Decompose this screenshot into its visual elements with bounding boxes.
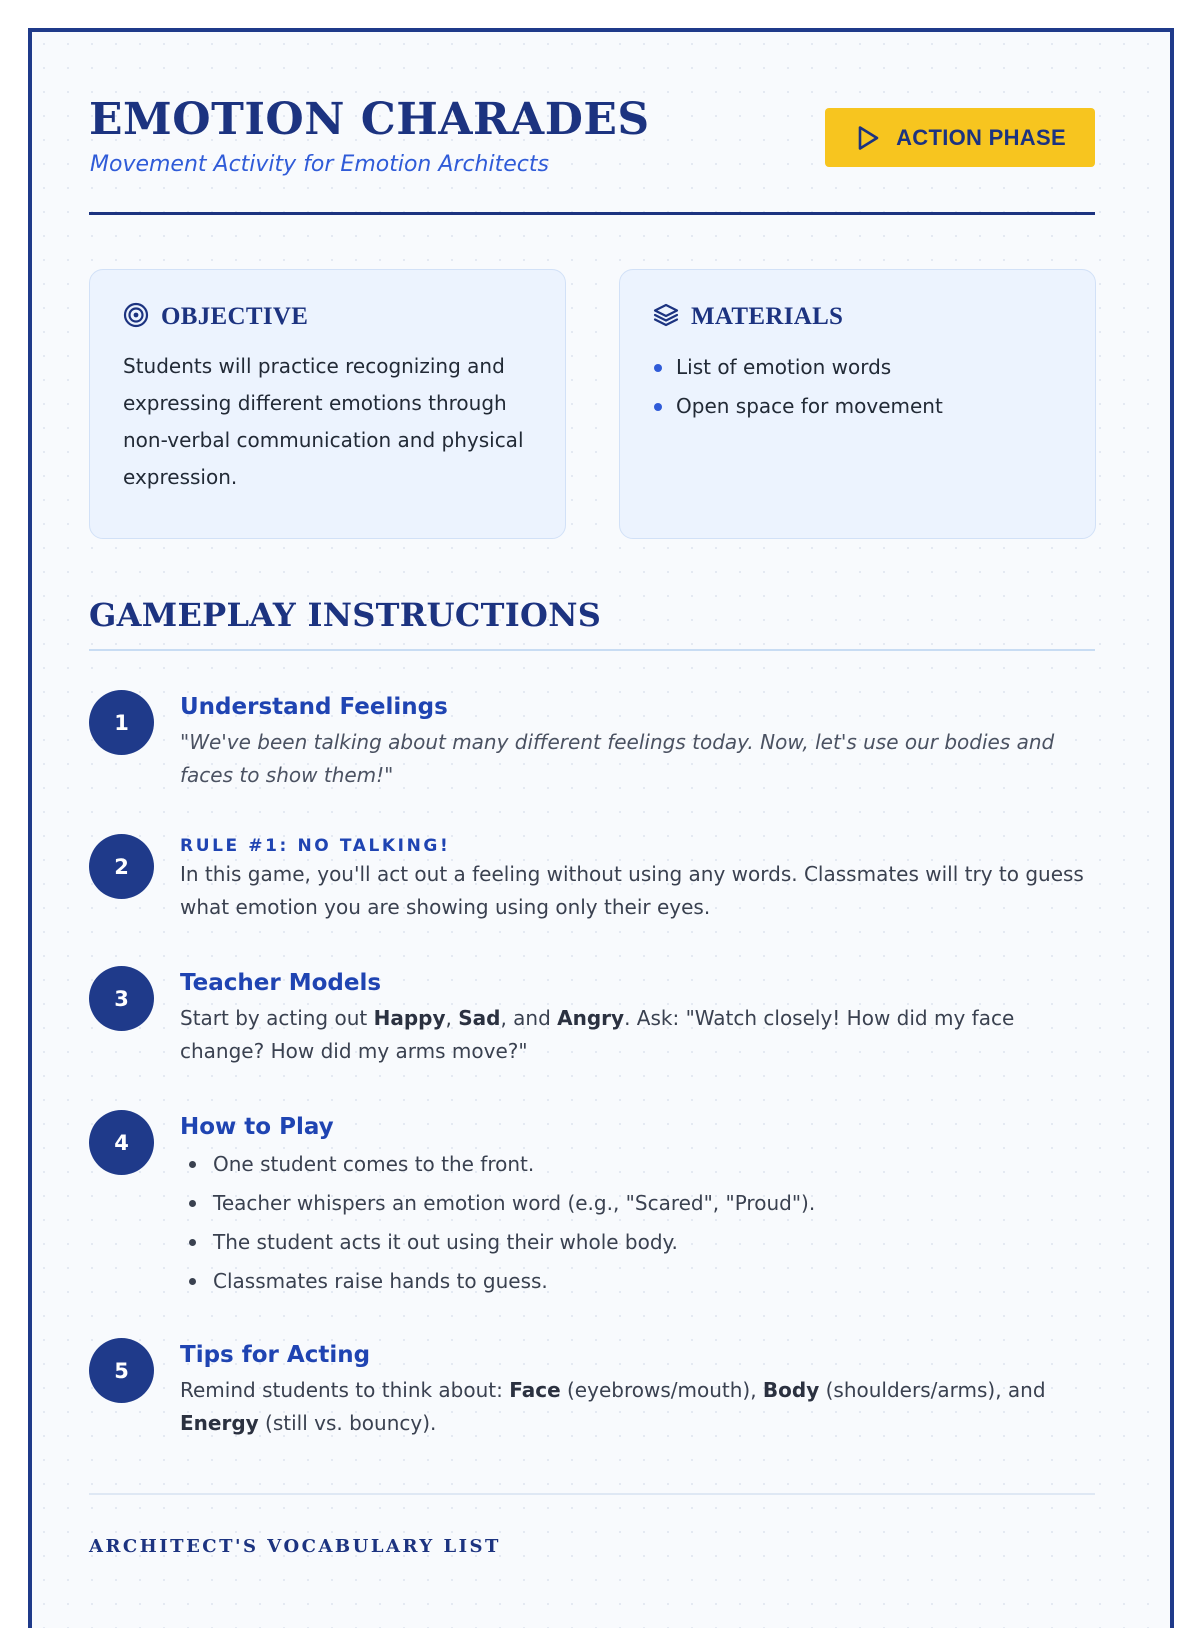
materials-list [653, 348, 1062, 426]
materials-header [653, 302, 1062, 332]
step-text: "We've been talking about many different feelings today. Now, let's use our bodies and faces to show them!" [180, 730, 1055, 787]
emphasis-text: Sad [458, 1006, 501, 1030]
header-divider [89, 212, 1095, 215]
step-heading: Teacher Models [180, 970, 382, 996]
emphasis-text: Body [762, 1378, 820, 1402]
bullet-icon [189, 1239, 196, 1246]
step-text [180, 1002, 1095, 1068]
text-run: , [445, 1006, 459, 1030]
text-run: (shoulders/arms), and [819, 1378, 1046, 1402]
play-icon [854, 124, 882, 152]
action-phase-label: ACTION PHASE [896, 124, 1066, 150]
step-number-badge: 5 [89, 1338, 154, 1403]
step-content [180, 1339, 1095, 1440]
text-run: Start by acting out [180, 1006, 374, 1030]
text-run: Remind students to think about: [180, 1378, 510, 1402]
objective-text: Students will practice recognizing and expressing different emotions through non-verbal communication and physical expression. [123, 354, 524, 489]
gameplay-title: GAMEPLAY INSTRUCTIONS [89, 596, 602, 634]
activity-page [28, 28, 1174, 1628]
list-item [180, 1262, 1095, 1301]
action-phase-button[interactable] [825, 108, 1095, 167]
emphasis-text: Angry [557, 1006, 625, 1030]
bullet-icon [189, 1278, 196, 1285]
list-item [653, 348, 1062, 387]
list-item [180, 1223, 1095, 1262]
text-run: (eyebrows/mouth), [560, 1378, 763, 1402]
objective-title: OBJECTIVE [161, 303, 309, 330]
materials-card [619, 269, 1096, 539]
page-title: EMOTION CHARADES [89, 94, 650, 145]
bullet-icon [189, 1200, 196, 1207]
step-number-badge: 2 [89, 834, 154, 899]
vocabulary-title: ARCHITECT'S VOCABULARY LIST [89, 1536, 501, 1557]
layers-icon [653, 302, 679, 332]
step-text [180, 1374, 1095, 1440]
footer-divider [89, 1493, 1095, 1495]
bullet-icon [654, 364, 662, 372]
step-content [180, 967, 1095, 1068]
step-content [180, 1111, 1095, 1301]
objective-header [123, 302, 532, 332]
step-heading: Understand Feelings [180, 694, 448, 720]
step-content [180, 691, 1095, 792]
text-run: . Ask: "Watch closely! How did my face change? How did my arms move?" [180, 1006, 1015, 1063]
list-item [180, 1145, 1095, 1184]
how-to-play-list [180, 1145, 1095, 1301]
bullet-icon [189, 1161, 196, 1168]
step-number-badge: 4 [89, 1110, 154, 1175]
page-subtitle: Movement Activity for Emotion Architects [90, 152, 549, 177]
step-number-badge: 1 [89, 690, 154, 755]
target-icon [123, 302, 149, 332]
list-item-text: Teacher whispers an emotion word (e.g., "Scared", "Proud"). [213, 1191, 816, 1215]
list-item [180, 1184, 1095, 1223]
step-heading: Tips for Acting [180, 1342, 371, 1368]
materials-title: MATERIALS [691, 303, 844, 330]
objective-card [89, 269, 566, 539]
bullet-icon [654, 403, 662, 411]
text-run: (still vs. bouncy). [258, 1411, 437, 1435]
list-item-text: One student comes to the front. [213, 1152, 535, 1176]
gameplay-divider [89, 649, 1095, 651]
emphasis-text: Face [509, 1378, 561, 1402]
step-content [180, 834, 1095, 924]
step-text: In this game, you'll act out a feeling without using any words. Classmates will try to guess what emotion you are showing using only their eyes. [180, 862, 1084, 919]
list-item-text: Classmates raise hands to guess. [213, 1269, 548, 1293]
list-item-text: The student acts it out using their whole body. [213, 1230, 678, 1254]
step-number-badge: 3 [89, 966, 154, 1031]
material-label: Open space for movement [676, 394, 943, 418]
material-label: List of emotion words [676, 355, 892, 379]
step-rule-heading: RULE #1: NO TALKING! [180, 836, 451, 856]
list-item [653, 387, 1062, 426]
step-heading: How to Play [180, 1114, 334, 1140]
emphasis-text: Energy [180, 1411, 259, 1435]
text-run: , and [500, 1006, 558, 1030]
emphasis-text: Happy [373, 1006, 446, 1030]
